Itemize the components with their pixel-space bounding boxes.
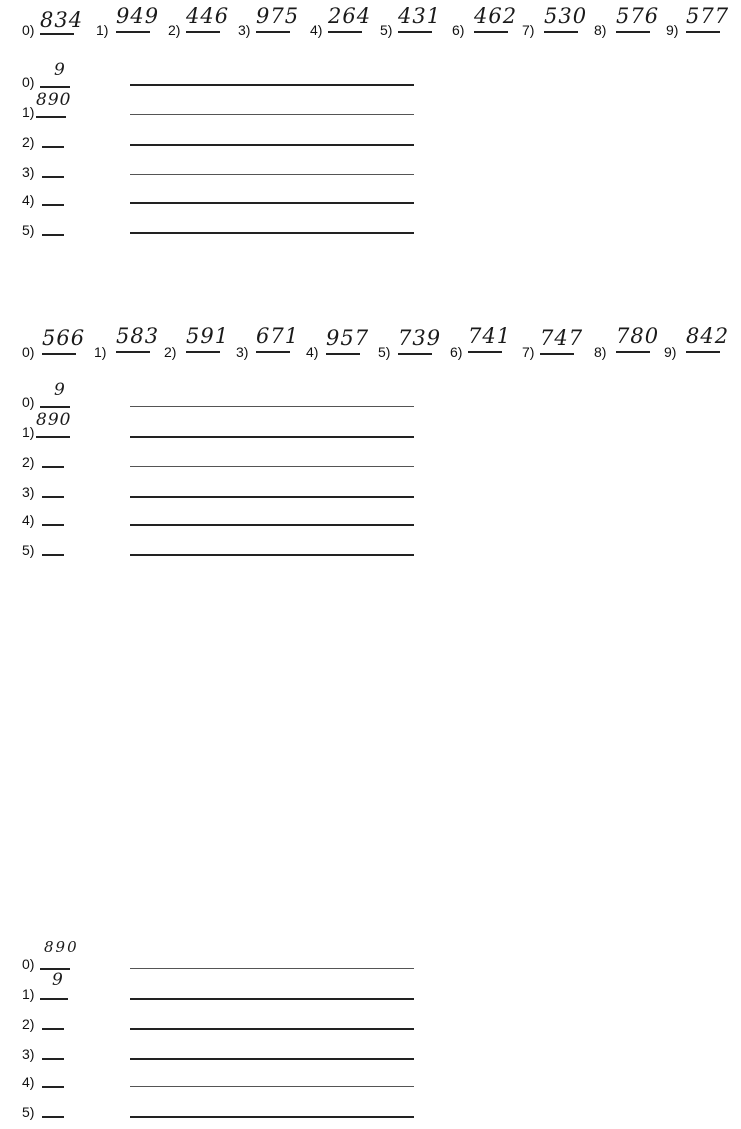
handwritten-number: 780 (616, 324, 660, 348)
row-index: 1) (22, 986, 35, 1002)
answer-block-2 (18, 380, 418, 560)
item-index: 7) (522, 22, 535, 38)
answer-row (18, 382, 418, 412)
handwritten-number: 576 (616, 4, 660, 28)
handwritten-answer: 9 (52, 970, 64, 990)
row-index: 4) (22, 512, 35, 528)
answer-row (18, 530, 418, 560)
answer-row (18, 92, 418, 122)
item-index: 6) (452, 22, 465, 38)
handwritten-answer: 890 (36, 90, 72, 110)
row-index: 2) (22, 134, 35, 150)
handwritten-number: 431 (398, 4, 442, 28)
ruled-line (130, 554, 414, 556)
answer-row (18, 970, 418, 1004)
ruled-line (130, 496, 414, 498)
row-index: 5) (22, 222, 35, 238)
item-index: 4) (310, 22, 323, 38)
ruled-line (130, 524, 414, 526)
answer-blank (42, 466, 64, 468)
underline (256, 351, 290, 353)
row-index: 0) (22, 394, 35, 410)
answer-block-3 (18, 938, 418, 1122)
row-index: 3) (22, 1046, 35, 1062)
underline (398, 31, 432, 33)
answer-block-1 (18, 60, 418, 240)
handwritten-number: 957 (326, 326, 370, 350)
handwritten-number: 741 (468, 324, 512, 348)
item-index: 8) (594, 22, 607, 38)
ruled-line (130, 202, 414, 204)
answer-blank (42, 234, 64, 236)
answer-blank (42, 176, 64, 178)
underline (616, 31, 650, 33)
ruled-line (130, 174, 414, 175)
item-index: 1) (96, 22, 109, 38)
row-index: 1) (22, 424, 35, 440)
underline (544, 31, 578, 33)
item-index: 9) (664, 344, 677, 360)
row-index: 5) (22, 542, 35, 558)
underline (116, 351, 150, 353)
ruled-line (130, 998, 414, 1000)
item-index: 6) (450, 344, 463, 360)
underline (468, 351, 502, 353)
underline (616, 351, 650, 353)
row-index: 2) (22, 454, 35, 470)
underline (40, 33, 74, 35)
handwritten-number: 566 (42, 326, 86, 350)
underline (186, 31, 220, 33)
row-index: 0) (22, 956, 35, 972)
handwritten-answer: 9 (54, 60, 66, 80)
underline (326, 353, 360, 355)
answer-blank (42, 496, 64, 498)
ruled-line (130, 1058, 414, 1060)
handwritten-number: 975 (256, 4, 300, 28)
answer-row (18, 472, 418, 502)
handwritten-number: 739 (398, 326, 442, 350)
answer-row (18, 938, 418, 974)
answer-blank (42, 146, 64, 148)
item-index: 2) (168, 22, 181, 38)
answer-row (18, 210, 418, 240)
ruled-line (130, 968, 414, 969)
item-index: 2) (164, 344, 177, 360)
answer-row (18, 500, 418, 530)
underline (540, 353, 574, 355)
number-strip-1 (18, 0, 741, 40)
handwritten-number: 462 (474, 4, 518, 28)
item-index: 1) (94, 344, 107, 360)
handwritten-number: 583 (116, 324, 160, 348)
item-index: 0) (22, 22, 35, 38)
answer-blank (42, 1058, 64, 1060)
handwritten-answer: 9 (54, 380, 66, 400)
answer-blank (42, 554, 64, 556)
handwritten-number: 834 (40, 8, 84, 32)
ruled-line (130, 84, 414, 86)
handwritten-number: 530 (544, 4, 588, 28)
answer-row (18, 412, 418, 442)
item-index: 5) (378, 344, 391, 360)
item-index: 3) (236, 344, 249, 360)
number-strip-2 (18, 322, 741, 362)
underline (328, 31, 362, 33)
underline (398, 353, 432, 355)
answer-row (18, 62, 418, 92)
answer-blank (36, 436, 70, 438)
row-index: 1) (22, 104, 35, 120)
item-index: 3) (238, 22, 251, 38)
handwritten-number: 577 (686, 4, 730, 28)
underline (256, 31, 290, 33)
answer-blank (40, 406, 70, 408)
row-index: 4) (22, 192, 35, 208)
answer-blank (42, 1116, 64, 1118)
underline (42, 353, 76, 355)
underline (686, 351, 720, 353)
ruled-line (130, 144, 414, 146)
handwritten-number: 747 (540, 326, 584, 350)
handwritten-number: 446 (186, 4, 230, 28)
answer-blank (42, 524, 64, 526)
row-index: 4) (22, 1074, 35, 1090)
ruled-line (130, 114, 414, 115)
answer-blank (40, 998, 68, 1000)
ruled-line (130, 1116, 414, 1118)
item-index: 0) (22, 344, 35, 360)
item-index: 4) (306, 344, 319, 360)
handwritten-number: 842 (686, 324, 730, 348)
handwritten-number: 264 (328, 4, 372, 28)
underline (116, 31, 150, 33)
handwritten-number: 671 (256, 324, 300, 348)
answer-blank (42, 1086, 64, 1088)
row-index: 0) (22, 74, 35, 90)
ruled-line (130, 232, 414, 234)
handwritten-answer: 890 (36, 410, 72, 430)
ruled-line (130, 466, 414, 467)
row-index: 3) (22, 484, 35, 500)
answer-row (18, 1092, 418, 1122)
handwritten-number: 949 (116, 4, 160, 28)
row-index: 2) (22, 1016, 35, 1032)
row-index: 5) (22, 1104, 35, 1120)
answer-blank (42, 204, 64, 206)
answer-blank (42, 1028, 64, 1030)
answer-row (18, 180, 418, 210)
item-index: 5) (380, 22, 393, 38)
handwritten-number: 591 (186, 324, 230, 348)
answer-row (18, 122, 418, 152)
answer-row (18, 152, 418, 182)
item-index: 7) (522, 344, 535, 360)
row-index: 3) (22, 164, 35, 180)
ruled-line (130, 1086, 414, 1087)
ruled-line (130, 406, 414, 407)
item-index: 9) (666, 22, 679, 38)
handwritten-answer: 890 (44, 938, 79, 956)
ruled-line (130, 436, 414, 438)
answer-row (18, 1062, 418, 1092)
underline (186, 351, 220, 353)
answer-row (18, 1004, 418, 1034)
ruled-line (130, 1028, 414, 1030)
underline (686, 31, 720, 33)
answer-row (18, 442, 418, 472)
item-index: 8) (594, 344, 607, 360)
underline (474, 31, 508, 33)
answer-row (18, 1034, 418, 1064)
answer-blank (40, 86, 70, 88)
answer-blank (36, 116, 66, 118)
